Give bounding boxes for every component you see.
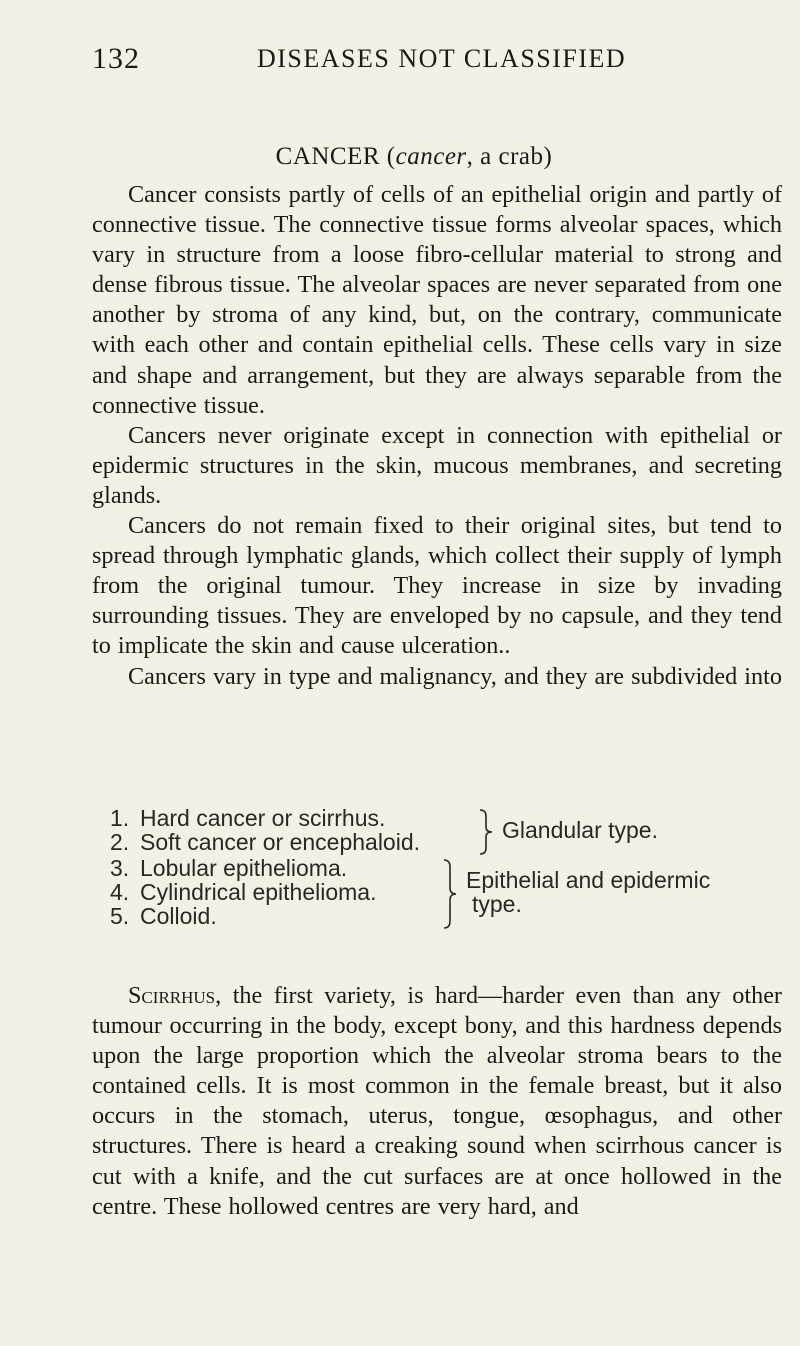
- right-brace-icon: [442, 858, 464, 930]
- list-item: 4. Cylindrical epithelioma.: [110, 879, 377, 905]
- list-item: 3. Lobular epithelioma.: [110, 855, 348, 881]
- page-header: [92, 42, 782, 82]
- group-label-glandular: Glandular type.: [502, 817, 658, 843]
- paragraph: Cancers vary in type and malignancy, and they are subdivided into: [128, 662, 782, 690]
- section-etymology: (cancer, a crab): [386, 143, 553, 170]
- paragraph: Cancer consists partly of cells of an epithelial origin and partly of connective tissue. The connective tissue forms alveolar spaces, which vary in structure from a loose fibro-cellular material to strong and dense fibrous tissue. The alveolar spaces are never separated from one another by stroma of any kind, but, on the contrary, communicate with each other and contain epithelial cells. These cells vary in size and shape and arrangement, but they are always separable from the connective tissue.: [92, 181, 782, 419]
- etymology-word: cancer: [395, 143, 467, 170]
- paragraph: Scirrhus, the first variety, is hard—harder even than any other tumour occurring in the body, except bony, and this hardness depends upon the large proportion which the alveolar stroma bears to the contained cells. It is most common in the female breast, but it also occurs in the stomach, uterus, tongue, œsophagus, and other structures. There is heard a creaking sound when scirrhous cancer is cut with a knife, and the cut surfaces are at once hollowed in the centre. These hollowed centres are very hard, and: [92, 982, 782, 1220]
- section-title: [0, 143, 800, 171]
- paragraph: Cancers do not remain fixed to their original sites, but tend to spread through lymphatic glands, which collect their supply of lymph from the original tumour. They increase in size by invading surrounding tissues. They are enveloped by no capsule, and they tend to implicate the skin and cause ulceration..: [92, 512, 782, 660]
- list-item: 1. Hard cancer or scirrhus.: [110, 805, 386, 831]
- paragraph: Cancers never originate except in connection with epithelial or epidermic structures in the skin, mucous membranes, and secreting glands.: [92, 421, 782, 509]
- right-brace-icon: [478, 808, 500, 856]
- section-heading: CANCER: [275, 143, 381, 170]
- list-item: 2. Soft cancer or encephaloid.: [110, 829, 421, 855]
- list-item: 5. Colloid.: [110, 903, 217, 929]
- page-number: 132: [92, 42, 140, 75]
- group-label-epithelial: Epithelial and epidermic type.: [466, 867, 711, 917]
- scirrhus-lead: Scirrhus: [128, 982, 216, 1009]
- scirrhus-text: [92, 981, 782, 1222]
- running-title: DISEASES NOT CLASSIFIED: [257, 44, 627, 73]
- intro-text: [92, 180, 782, 692]
